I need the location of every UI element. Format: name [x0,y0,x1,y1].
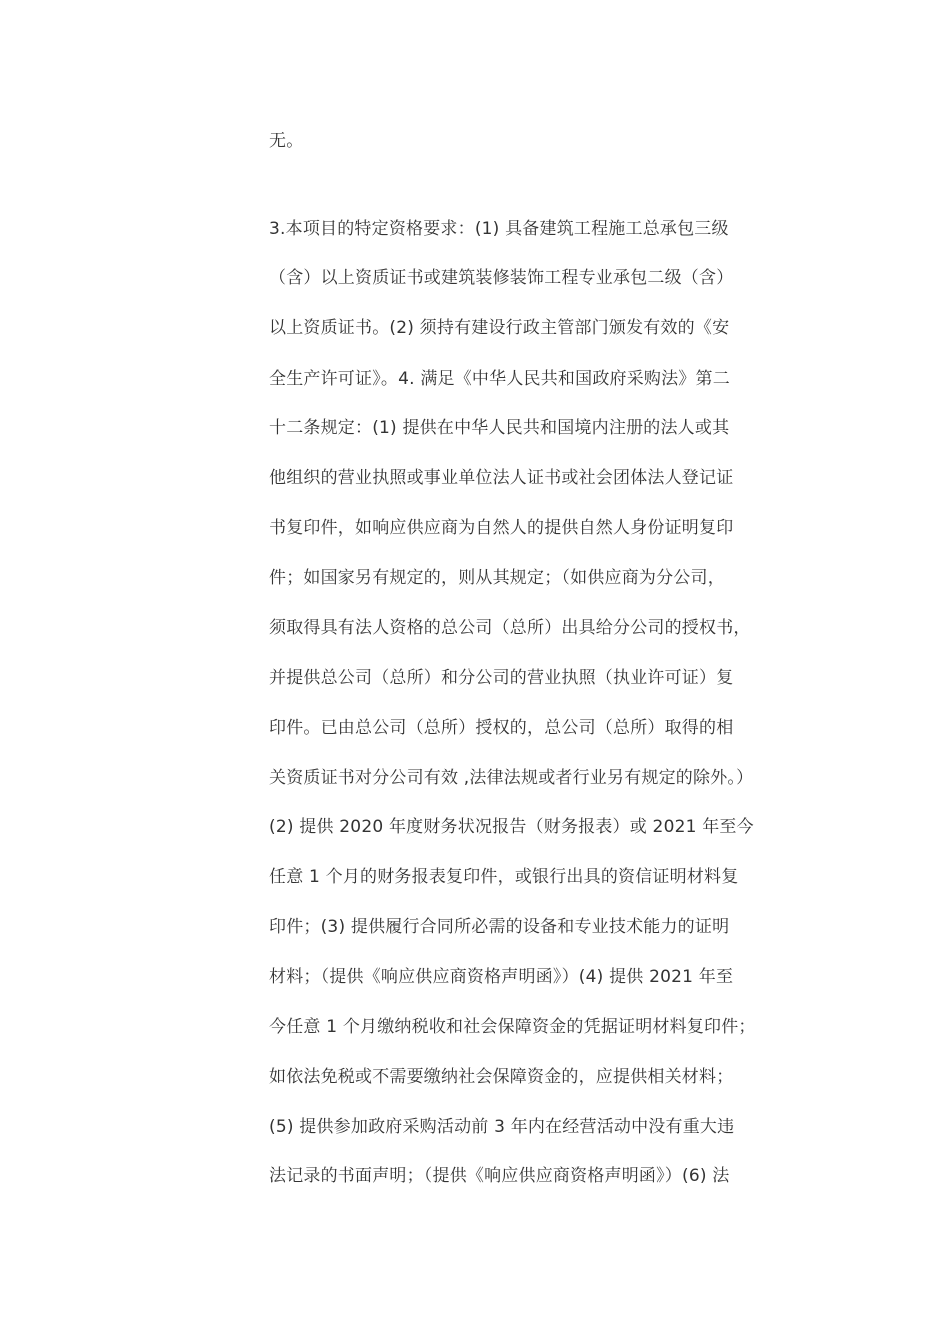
paragraph-line: 须取得具有法人资格的总公司（总所）出具给分公司的授权书， [269,618,751,638]
paragraph-line: (2) 提供 2020 年度财务状况报告（财务报表）或 2021 年至今 [269,817,754,837]
paragraph-line: 全生产许可证》。4. 满足《中华人民共和国政府采购法》第二 [269,369,730,389]
paragraph-line: 材料；（提供《响应供应商资格声明函》）(4) 提供 2021 年至 [269,967,734,987]
paragraph-line: 关资质证书对分公司有效 ,法律法规或者行业另有规定的除外。） [269,768,754,788]
paragraph-line: 今任意 1 个月缴纳税收和社会保障资金的凭据证明材料复印件； [269,1017,756,1037]
paragraph-line: （含）以上资质证书或建筑装修装饰工程专业承包二级（含） [269,268,734,288]
paragraph-line: 任意 1 个月的财务报表复印件，或银行出具的资信证明材料复 [269,867,739,887]
paragraph-line: 法记录的书面声明；（提供《响应供应商资格声明函》）(6) 法 [269,1166,730,1186]
paragraph-line: 十二条规定：(1) 提供在中华人民共和国境内注册的法人或其 [269,418,730,438]
paragraph-line: 并提供总公司（总所）和分公司的营业执照（执业许可证）复 [269,668,734,688]
paragraph-line: 3.本项目的特定资格要求：(1) 具备建筑工程施工总承包三级 [269,219,729,239]
paragraph-line: (5) 提供参加政府采购活动前 3 年内在经营活动中没有重大违 [269,1117,735,1137]
paragraph-line: 以上资质证书。(2) 须持有建设行政主管部门颁发有效的《安 [269,318,730,338]
paragraph-line: 印件；(3) 提供履行合同所必需的设备和专业技术能力的证明 [269,917,730,937]
paragraph-line: 他组织的营业执照或事业单位法人证书或社会团体法人登记证 [269,468,734,488]
paragraph-line: 印件。已由总公司（总所）授权的，总公司（总所）取得的相 [269,718,734,738]
intro-text: 无。 [269,131,304,151]
paragraph-line: 件；如国家另有规定的，则从其规定；（如供应商为分公司， [269,568,725,588]
paragraph-line: 如依法免税或不需要缴纳社会保障资金的，应提供相关材料； [269,1067,734,1087]
paragraph-line: 书复印件，如响应供应商为自然人的提供自然人身份证明复印 [269,518,734,538]
